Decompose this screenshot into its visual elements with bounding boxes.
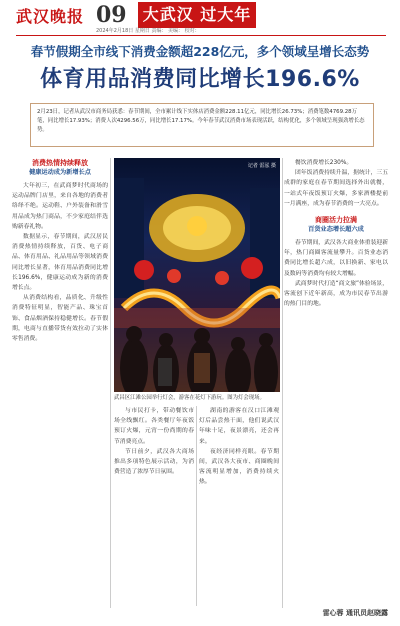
lantern-festival-photo [114, 158, 280, 392]
page-number: 09 [96, 2, 127, 28]
left-section-title: 消费热情持续释放 [32, 159, 88, 167]
mid-paragraph: 湖南的游客在汉口江滩观灯后品尝热干面，他们说武汉年味十足，夜景漂亮，还会再来。 [199, 408, 279, 445]
mid-paragraph: 夜经济同样亮眼。春节期间，武汉各大夜市、商圈晚间客流明显增加，消费持续火热。 [199, 448, 279, 486]
column-divider [282, 158, 283, 608]
article-byline: 雷心蓉 通讯员赵晓露 [322, 609, 388, 617]
mid-paragraph: 与市民打卡，带动餐饮市场全线飘红。各类餐厅年夜饭预订火爆，元宵一份尚期的春节消费亮点。 [114, 408, 194, 445]
column-divider [196, 406, 197, 606]
page-meta: 2024年2月18日 星期日 责编： 美编： 校对： [96, 28, 200, 34]
left-column [12, 158, 108, 608]
right-section-subtitle: 百货业态增长超六成 [308, 226, 364, 234]
column-divider [110, 158, 111, 608]
article-lead: 2月23日，记者从武汉市商务局获悉：春节期间，全市累计线下实体店消费金额228.11亿元，同比增长26.73%；消费笔数4769.28万笔，同比增长17.93%；消费人次4296.56万，同比增长17.17%。今年春节武汉消费市场表现活跃，结构优化，多个领域呈现强劲增长态势。 [30, 103, 374, 147]
article-kicker: 春节假期全市线下消费金额超228亿元，多个领域呈增长态势 [30, 44, 370, 59]
lantern-scene-illustration [114, 158, 280, 392]
masthead [0, 0, 400, 36]
article-headline: 体育用品消费同比增长196.6% [40, 67, 360, 92]
photo-credit: 记者 雷泓 摄 [247, 163, 276, 169]
right-paragraph: 团年饭消费持续升温，据统计，三五成群的家庭在春节期间选择外出就餐，一站式年夜饭预订火爆，多家酒楼提前一月满座，成为春节消费的一大亮点。 [284, 170, 388, 207]
right-section-title: 商圈活力拉满 [315, 216, 357, 225]
mid-column-1 [114, 406, 194, 606]
right-column [284, 158, 388, 610]
mid-paragraph: 节日前夕，武汉各大商场推出多项特色展示活动，为消费营造了浓厚节日氛围。 [114, 448, 194, 476]
right-paragraph: 餐饮消费增长230%。 [295, 160, 353, 166]
right-paragraph: 武商梦时代打造“商文旅”体验场景，客流创下近年新高，成为市民春节出游的热门目的地。 [284, 280, 388, 308]
photo-caption: 武昌区江滩公园举行灯会，游客在花灯下游玩。图为灯会现场。 [114, 395, 265, 401]
paper-name: 武汉晚报 [16, 7, 85, 26]
left-paragraph: 从消费结构看，品质化、升级性消费特征明显，智能产品、珠宝首饰、食品烟酒保持稳健增长。春节假期，电商与直播带货有效拉动了实体零售消费。 [12, 295, 108, 343]
left-paragraph: 大年初三，在武商梦时代商场的运动品牌门店里，来自各地的消费者络绎不绝。运动鞋、户外装备和滑雪用品成为热门商品，不少家庭结伴选购新春礼物。 [12, 183, 108, 230]
mid-column-2 [199, 406, 279, 606]
section-banner: 大武汉 过大年 [138, 2, 256, 28]
right-paragraph: 春节期间，武汉各大商业体重装迎新年，热门商圈客流量攀升。百货业态消费同比增长超六成，以旧换新、家电以及数码等消费均有较大增幅。 [284, 240, 388, 277]
masthead-rule [16, 35, 386, 36]
left-paragraph: 数据显示，春节期间，武汉居民消费热情持续释放，百货、电子商品、体育用品、礼品用品等领域消费同比增长显著，体育用品消费同比增长196.6%，健康运动成为新的消费增长点。 [12, 234, 108, 292]
left-section-subtitle: 健康运动成为新增长点 [29, 169, 91, 176]
